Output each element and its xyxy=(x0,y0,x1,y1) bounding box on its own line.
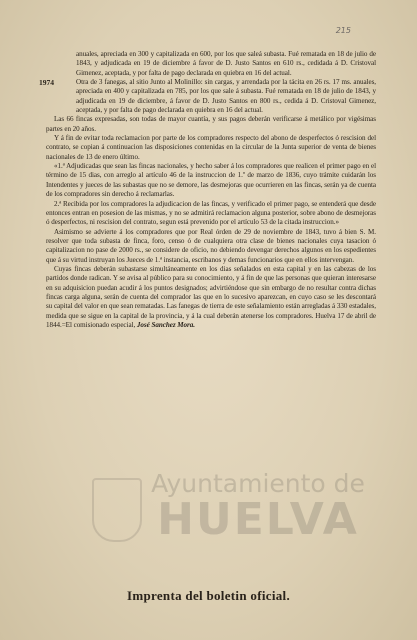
paragraph-rule-2: 2.ª Recibida por los compradores la adjudicacion de las fincas, y verificado el primer pago, se entenderá que desde entonces entran en posesion de las mismas, y no se admitirá reclamacion alguna posterior, sobre abono de desmejoras ó desperfectos, ni rescision del contrato, segun está prevenido por el artículo 53 de la citada instruccion.» xyxy=(46,199,376,227)
paragraph-closing xyxy=(46,265,376,330)
paragraph-royal-order: Asimismo se advierte á los compradores que por Real órden de 29 de noviembre de 1843, tuvo á bien S. M. resolver que toda subasta de finca, foro, censo ó de cualquiera otra clase de bienes nacionales cuya tasacion ó capitalizacion no pase de 2000 rs., se considere de oficio, no debiendo devengar derechos algunos en los espedientes que á su virtud instruyan los Jueces de 1.ª instancia, escribanos y demas funcionarios que en ellos intervengan. xyxy=(46,227,376,264)
closing-text: Cuyas fincas deberán subastarse simultáneamente en los dias señalados en esta capital y en las cabezas de los partidos donde radican. Y se avisa al público para su conocimiento, y á fin de que las personas que quieran interesarse en su adquisicion puedan acudir á los puntos designados; advirtiéndose que sin embargo de no resultar contra dichas fincas carga alguna, serán de cuenta del comprador las que en lo sucesivo aparezcan, en cuyo caso se les descontará su capital del valor en que sean rematadas. Las fanegas de tierra de este señalamiento están arregladas á 330 estadales, medida que se sigue en la capital de la provincia, y á la cual deberán atenerse los compradores. Huelva 17 de abril de 1844.=El comisionado especial, xyxy=(46,264,376,329)
printer-imprint: Imprenta del boletin oficial. xyxy=(126,588,290,603)
lot-description: Otra de 3 fanegas, al sitio Junto al Molinillo: sin cargas, y arrendada por la tácita en 26 rs. 17 ms. anuales, apreciada en 400 y capitalizada en 785, por los que sale á subasta. Fué rematada en 18 de julio de 1843, y adjudicada en 19 de diciembre, á favor de D. Justo Santos en 800 rs., cedida á D. Cristoval Gimenez, aceptada, y por falta de pago declarada en quiebra en 16 del actual. xyxy=(76,78,376,115)
watermark-line-1: Ayuntamiento de xyxy=(151,469,365,498)
paragraph-rule-1: «1.ª Adjudicadas que sean las fincas nacionales, y hecho saber á los compradores que realicen el primer pago en el término de 15 dias, con arreglo al artículo 46 de la instruccion de 1.º de marzo de 1836, cuyo trámite cuidarán los Intendentes y jueces de las subastas que no se demore, las desmejoras que ocurrieren en las fincas, serán ya de cuenta de los compradores sin derecho á reclamarlas. xyxy=(46,162,376,199)
lot-entry-1974 xyxy=(39,78,376,115)
handwritten-page-number: 215 xyxy=(335,26,351,35)
document-body xyxy=(39,50,376,330)
paragraph-notice: Y á fin de evitar toda reclamacion por parte de los compradores respecto del abono de desperfectos ó rescision del contrato, se copian á continuacion las disposiciones contenidas en la circular de la Junta superior de venta de bienes nacionales de 13 de enero último. xyxy=(46,134,376,161)
watermark-line-2: HUELVA xyxy=(157,494,359,545)
watermark xyxy=(128,469,388,545)
lot-number: 1974 xyxy=(39,78,54,88)
signature: José Sanchez Mora. xyxy=(136,320,195,329)
paragraph-continuation: anuales, apreciada en 300 y capitalizada en 600, por los que saleá subasta. Fué rematada en 18 de julio de 1843, y adjudicada en 19 de diciembre á favor de D. Justo Santos en 610 rs., cedidada á D. Cristoval Gimenez, aceptada, y por falta de pago declarada en quiebra en 16 del actual. xyxy=(76,50,376,77)
paragraph-summary: Las 66 fincas expresadas, son todas de mayor cuantía, y sus pagos deberán verificarse á metálico por vigésimas partes en 20 años. xyxy=(46,115,376,133)
